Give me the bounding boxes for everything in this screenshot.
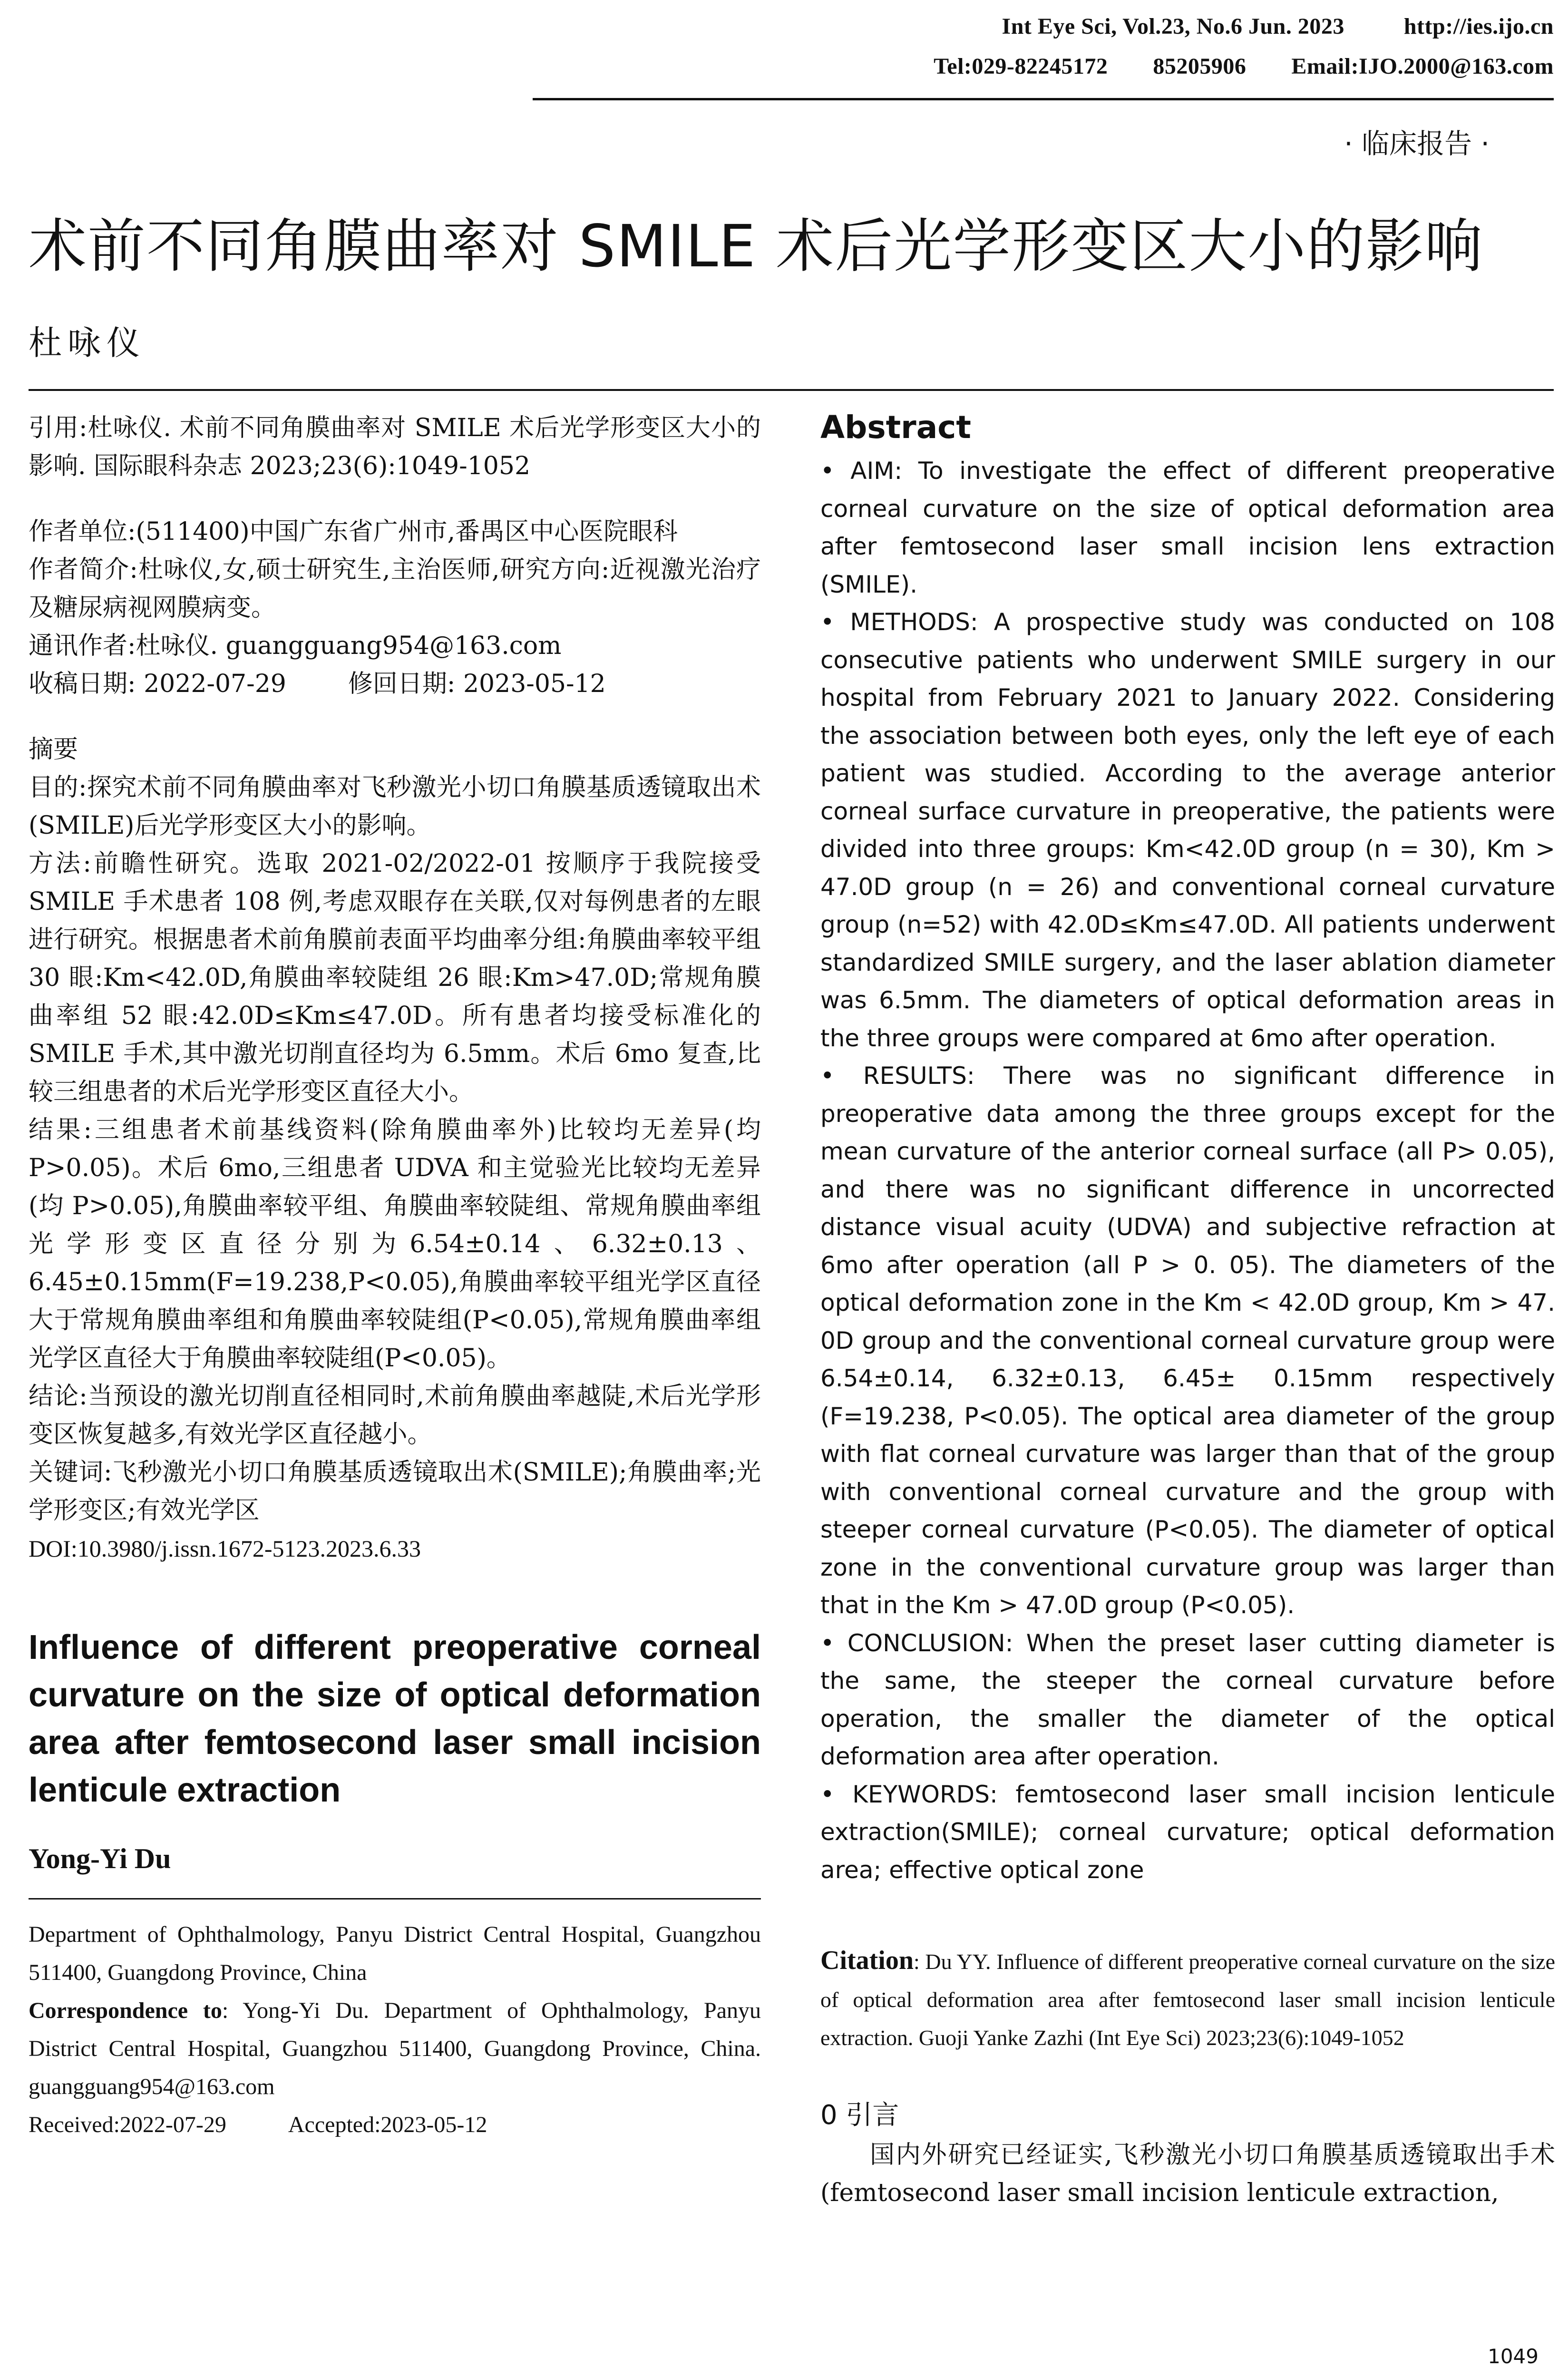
abstract-heading-cn: 摘要	[29, 735, 78, 764]
doi: DOI:10.3980/j.issn.1672-5123.2023.6.33	[29, 1535, 421, 1562]
page-number: 1049	[1488, 2345, 1539, 2368]
section-tag: · 临床报告 ·	[1344, 127, 1490, 160]
journal-url: http://ies.ijo.cn	[1403, 14, 1554, 39]
journal-email: Email:IJO.2000@163.com	[1291, 54, 1554, 79]
journal-tel: Tel:029-82245172	[934, 54, 1108, 79]
accepted-date-en: Accepted:2023-05-12	[288, 2112, 487, 2137]
affiliation-en: Department of Ophthalmology, Panyu District Central Hospital, Guangzhou 511400, Guangdong Province, China Correspondence to: Yong-Yi Du. Department of Ophthalmology, Panyu District Central Hospital, Guangzhou 511400, Guangdong Province, China. guangguang954@163.com Received:2022-07-29 Accepted:2023-05-12	[29, 1922, 761, 2137]
author-info: 作者单位:(511400)中国广东省广州市,番禺区中心医院眼科 作者简介:杜咏仪,女,硕士研究生,主治医师,研究方向:近视激光治疗及糖尿病视网膜病变。 通讯作者:杜咏仪. guangguang954@163.com 收稿日期: 2022-07-29 修回日期: 2023-05-12	[29, 517, 761, 698]
abstract-heading-en: Abstract	[820, 409, 971, 446]
abstract-en: • AIM: To investigate the effect of different preoperative corneal curvature on the size of optical deformation area after femtosecond laser small incision lens extraction (SMILE). • METHODS: A prospective study was conducted on 108 consecutive patients who underwent SMILE surgery in our hospital from February 2021 to January 2022. Considering the association between both eyes, only the left eye of each patient was studied. According to the average anterior corneal surface curvature in preoperative, the patients were divided into three groups: Km<42.0D group (n = 30), Km > 47.0D group (n = 26) and conventional corneal curvature group (n=52) with 42.0D≤Km≤47.0D. All patients underwent standardized SMILE surgery, and the laser ablation diameter was 6.5mm. The diameters of optical deformation areas in the three groups were compared at 6mo after operation. • RESULTS: There was no significant difference in preoperative data among the three groups except for the mean curvature of the anterior corneal surface (all P> 0.05), and there was no significant difference in uncorrected distance visual acuity (UDVA) and subjective refraction at 6mo after operation (all P > 0. 05). The diameters of the optical deformation zone in the Km < 42.0D group, Km > 47. 0D group and the conventional corneal curvature group were 6.54±0.14, 6.32±0.13, 6.45± 0.15mm respectively (F=19.238, P<0.05). The optical area diameter of the group with flat corneal curvature was larger than that of the group with conventional corneal curvature and the group with steeper corneal curvature (P<0.05). The diameter of optical zone in the conventional curvature group was larger than that in the Km > 47.0D group (P<0.05). • CONCLUSION: When the preset laser cutting diameter is the same, the steeper the corneal curvature before operation, the smaller the diameter of the optical deformation area after operation. • KEYWORDS: femtosecond laser small incision lenticule extraction(SMILE); corneal curvature; optical deformation area; effective optical zone	[820, 457, 1555, 1884]
revised-date-cn: 修回日期: 2023-05-12	[348, 670, 606, 698]
author-rule	[29, 1898, 761, 1900]
journal-header-line2	[934, 53, 1554, 79]
english-title: Influence of different preoperative corneal curvature on the size of optical deformation area after femtosecond laser small incision lenticule extraction	[29, 1628, 761, 1809]
journal-tel2: 85205906	[1153, 54, 1247, 79]
citation-cn: 引用:杜咏仪. 术前不同角膜曲率对 SMILE 术后光学形变区大小的影响. 国际眼科杂志 2023;23(6):1049-1052	[29, 414, 761, 480]
header-rule	[533, 98, 1554, 100]
abstract-cn: 摘要 目的:探究术前不同角膜曲率对飞秒激光小切口角膜基质透镜取出术(SMILE)后光学形变区大小的影响。 方法:前瞻性研究。选取 2021-02/2022-01 按顺序于我院接受 SMILE 手术患者 108 例,考虑双眼存在关联,仅对每例患者的左眼进行研究。根据患者术前角膜前表面平均曲率分组:角膜曲率较平组 30 眼:Km<42.0D,角膜曲率较陡组 26 眼:Km>47.0D;常规角膜曲率组 52 眼:42.0D≤Km≤47.0D。所有患者均接受标准化的 SMILE 手术,其中激光切削直径均为 6.5mm。术后 6mo 复查,比较三组患者的术后光学形变区直径大小。 结果:三组患者术前基线资料(除角膜曲率外)比较均无差异(均 P>0.05)。术后 6mo,三组患者 UDVA 和主觉验光比较均无差异(均 P>0.05),角膜曲率较平组、角膜曲率较陡组、常规角膜曲率组光学形变区直径分别为6.54±0.14、6.32±0.13、6.45±0.15mm(F=19.238,P<0.05),角膜曲率较平组光学区直径大于常规角膜曲率组和角膜曲率较陡组(P<0.05),常规角膜曲率组光学区直径大于角膜曲率较陡组(P<0.05)。 结论:当预设的激光切削直径相同时,术前角膜曲率越陡,术后光学形变区恢复越多,有效光学区直径越小。 关键词:飞秒激光小切口角膜基质透镜取出术(SMILE);角膜曲率;光学形变区;有效光学区 DOI:10.3980/j.issn.1672-5123.2023.6.33	[29, 731, 761, 1568]
title-rule	[29, 389, 1554, 391]
english-author: Yong-Yi Du	[29, 1843, 171, 1874]
label: 引用	[29, 414, 79, 442]
citation-label: Citation	[820, 1946, 914, 1975]
received-date-cn: 收稿日期: 2022-07-29	[29, 670, 286, 698]
right-column	[820, 409, 1555, 2212]
author-name-cn: 杜咏仪	[29, 323, 146, 362]
journal-citation: Int Eye Sci, Vol.23, No.6 Jun. 2023	[1002, 14, 1344, 39]
citation-en: Citation: Du YY. Influence of different preoperative corneal curvature on the size of optical deformation area after femtosecond laser small incision lenticule extraction. Guoji Yanke Zazhi (Int Eye Sci) 2023;23(6):1049-1052	[820, 1946, 1555, 2050]
journal-header-line1	[1002, 13, 1554, 39]
intro-heading: 0 引言	[820, 2100, 899, 2131]
received-date-en: Received:2022-07-29	[29, 2112, 226, 2137]
article-title: 术前不同角膜曲率对 SMILE 术后光学形变区大小的影响	[29, 213, 1484, 280]
left-column	[29, 409, 761, 2144]
intro-paragraph: 国内外研究已经证实,飞秒激光小切口角膜基质透镜取出手术(femtosecond laser small incision lenticule extraction,	[820, 2141, 1555, 2207]
